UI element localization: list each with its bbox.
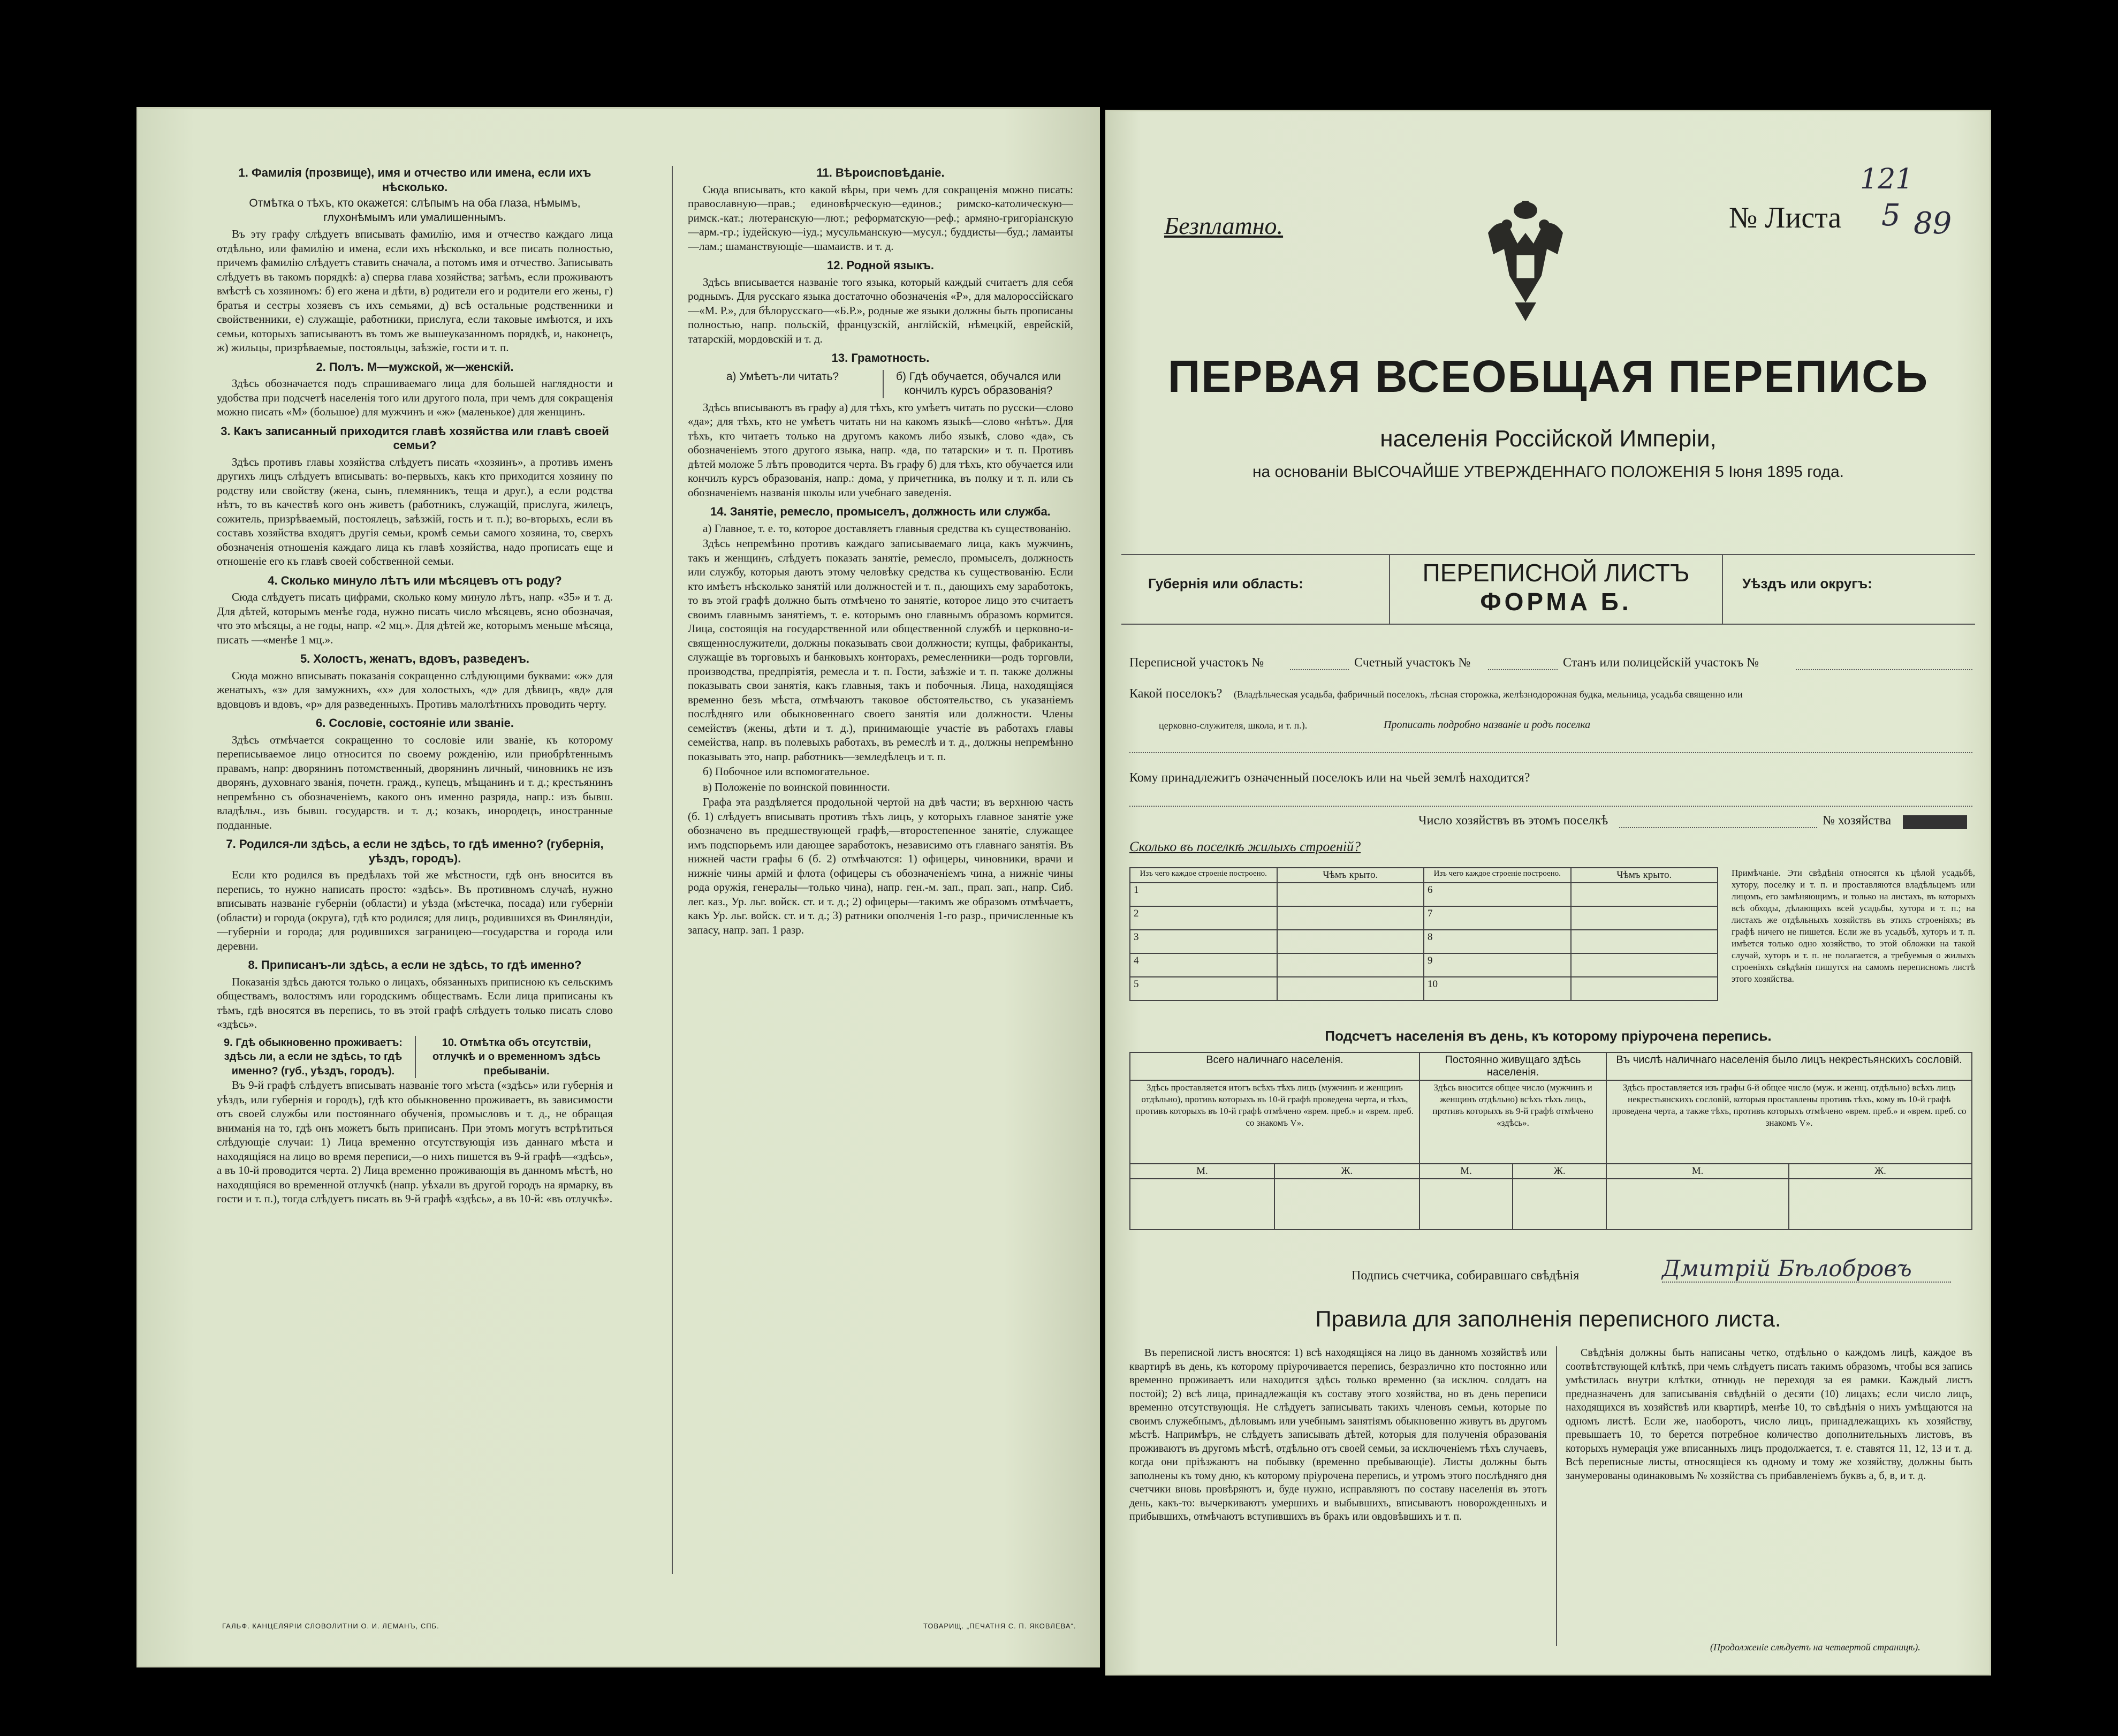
section-8-title: 8. Приписанъ-ли здѣсь, а если не здѣсь, то гдѣ именно?	[248, 958, 582, 972]
uezd-label: Уѣздъ или округъ:	[1742, 575, 1872, 592]
section-1-title: 1. Фамилія (прозвище), имя и отчество или имена, если ихъ нѣсколько.	[238, 166, 591, 194]
right-page	[1105, 110, 1991, 1676]
count-present-m-label: М.	[1130, 1164, 1274, 1179]
section-2-text: Здѣсь обозначается подъ спрашиваемаго лица для большей наглядности и удобства при подсчетѣ населенія того или другого пола, при чемъ для сокращенія можно писать «М» (большое) для мужчинъ и «ж» (маленькое) для женщинъ.	[217, 377, 613, 418]
sheet-number-label: № Листа	[1729, 201, 1842, 234]
count-nonpeasant-f-label: Ж.	[1789, 1164, 1972, 1179]
population-count-table	[1129, 1052, 1972, 1230]
households-field[interactable]	[1619, 827, 1817, 828]
section-14b: б) Побочное или вспомогательное.	[703, 765, 870, 778]
section-14v: в) Положеніе по воинской повинности.	[703, 780, 890, 793]
bld-roof-1[interactable]	[1277, 883, 1424, 906]
section-13-text: Здѣсь вписываютъ въ графу а) для тѣхъ, кто умѣетъ читать по русски—слово «да»; для тѣхъ, кто не умѣетъ читать ни на какомъ языкѣ—слово «нѣтъ». Для тѣхъ, кто читаетъ только на другомъ какомъ либо языкѣ, слово «да», съ обозначеніемъ этого другого языка, напр. «да, по татарски» и т. п. Противъ дѣтей моложе 5 лѣтъ проводится черта. Въ графу б) для тѣхъ, кто обучается или кончилъ курсъ образованія, напр.: дома, у причетника, въ полку и т. п. или съ обозначеніемъ названія школы или учебнаго заведенія.	[688, 400, 1073, 499]
bld-row-5[interactable]: 5	[1130, 977, 1277, 1000]
bld-row-8[interactable]: 8	[1424, 930, 1571, 953]
section-9-text: Въ 9-й графѣ слѣдуетъ вписывать названіе того мѣста («здѣсь» или губернія и уѣздъ, или губернія и городъ), гдѣ кто обыкновенно проживаетъ, въ зависимости отъ своей службы или постояннаго обученія, промысловъ и т. д., не обращая вниманія на то, гдѣ онъ можетъ быть приписанъ. При этомъ могутъ встрѣтиться слѣдующіе случаи: 1) Лица временно отсутствующія изъ даннаго мѣста и находящіяся на лицо во время переписи,—о нихъ пишется въ 9-й графѣ—«здѣсь», а въ 10-й проводится черта. 2) Лица временно проживающія въ данномъ мѣстѣ, но находящіяся во временной отлучкѣ (напр. уѣхали въ другой городъ на ярмарку, въ гости и т. п.), тогда слѣдуетъ писать въ 9-й графѣ «здѣсь», а въ 10-й: «въ отлучкѣ».	[217, 1079, 613, 1205]
signature-label: Подпись счетчика, собиравшаго свѣдѣнія	[1352, 1269, 1580, 1283]
bld-row-10[interactable]: 10	[1424, 977, 1571, 1000]
counting-district-field[interactable]	[1488, 669, 1558, 670]
buildings-note: Примѣчаніе. Эти свѣдѣнія относятся къ цѣлой усадьбѣ, хутору, поселку и т. п. и проставляются владѣльцемъ или лицомъ, его замѣняющимъ, и только на листахъ, въ которыхъ всѣ обходы, дѣлающихъ всей усадьбы, хутора и т. п.; на листахъ же отдѣльныхъ хозяйствъ въ этихъ строеніяхъ; въ графѣ ничего не пишется. Если же въ усадьбѣ, хуторъ и т. п. имѣется только одно хозяйство, то этой обложки на такой случай, хуторъ и т. п. не полагается, а требуемыя о жилыхъ строеніяхъ свѣдѣнія пишутся на самомъ переписномъ листѣ этого хозяйства.	[1732, 868, 1975, 984]
document-subtitle: населенія Россійской Имперіи,	[1380, 426, 1717, 452]
buildings-label: Сколько въ поселкѣ жилыхъ строеній?	[1129, 839, 1361, 854]
imprint-left: ГАЛЬФ. КАНЦЕЛЯРІИ СЛОВОЛИТНИ О. И. ЛЕМАНЪ, СПБ.	[222, 1622, 439, 1630]
section-1-text: Въ эту графу слѣдуетъ вписывать фамилію, имя и отчество каждаго лица отдѣльно, или фамилію и имена, если ихъ нѣсколько, и все писать полностью, причемъ фамилію слѣдуетъ ставить сначала, а потомъ имя и отчество. Записывать слѣдуетъ въ такомъ порядкѣ: а) сперва глава хозяйства; затѣмъ, если проживаютъ вмѣстѣ съ хозяиномъ: б) его жена и дѣти, в) родители его и родители его жены, г) братья и сестры хозяевъ съ ихъ семьями, д) всѣ остальные родственники и свойственники, е) служащіе, работники, прислуга, если таковые имѣются, и ихъ семьи, которыхъ записываютъ въ томъ же вышеуказанномъ порядкѣ, и, наконецъ, ж) жильцы, призрѣваемые, постояльцы, заѣзжіе, гости и т. п.	[217, 228, 613, 354]
count-title: Подсчетъ населенія въ день, къ которому пріурочена перепись.	[1325, 1028, 1772, 1044]
count-nonpeasant-m[interactable]	[1606, 1179, 1789, 1230]
count-present-f-label: Ж.	[1274, 1164, 1419, 1179]
buildings-table	[1129, 867, 1718, 1001]
section-14-text2: Графа эта раздѣляется продольной чертой на двѣ части; въ верхнюю часть (б. 1) слѣдуетъ вписывать противъ тѣхъ лицъ, у которыхъ главное занятіе уже обозначено въ предшествующей графѣ,—второстепенное занятіе, служащее имъ подспорьемъ или дающее заработокъ, независимо отъ главнаго занятія. Въ нижней части графы 6 (б. 2) отмѣчаются: 1) офицеры, чиновники, врачи и нижніе чины армій и флота (офицеры съ обозначеніемъ чина, а нижніе чины рода оружія, генералы—только чина), напр. ген.-м. зап., прап. зап., напр. Сиб. лег. каз., Ур. льг. войск. ст. и т. д.; 2) офицеры—такимъ же образомъ отмѣчаетъ, какъ Ур. льг. войск. ст. и т. д.; 3) ратники ополченія 1-го разр., причисленные къ запасу, напр. зап. 1 разр.	[688, 795, 1073, 936]
section-6-text: Здѣсь отмѣчается сокращенно то сословіе или званіе, къ которому переписываемое лицо относится по своему рожденію, или приобрѣтеннымъ правамъ, напр: дворянинъ потомственный, дворянинъ личный, чиновникъ не изъ дворянъ, духовнаго званія, почетн. гражд., купецъ, мѣщанинъ и т. д.; крестьянинъ непремѣнно съ обозначеніемъ, какого онъ именно разряда, напр.: изъ бывш. владѣльч., изъ бывш. государств. и т. д.; козакъ, инородецъ, иностранные подданные.	[217, 733, 613, 831]
rules-column-2: Свѣдѣнія должны быть написаны четко, отдѣльно о каждомъ лицѣ, каждое въ соотвѣтствующей клѣткѣ, при чемъ слѣдуетъ писать такимъ образомъ, чтобы вся запись умѣстилась внутри клѣтки, отнюдь не переходя за ея рамки. Каждый листъ предназначенъ для записыванія свѣдѣній о десяти (10) лицахъ; если число лицъ, находящихся въ хозяйствѣ или квартирѣ, менѣе 10, то свѣдѣнія о нихъ умѣщаются на одномъ листѣ. Если же, наоборотъ, число лицъ, принадлежащихъ къ хозяйству, превышаетъ 10, то берется потребное количество дополнительныхъ листовъ, въ которыхъ нумерація уже вписанныхъ лицъ продолжается, т. е. ставятся 11, 12, 13 и т. д. Всѣ переписные листы, относящіеся къ одному и тому же хозяйству, должны быть занумерованы одинаковымъ № хозяйства съ прибавленіемъ буквъ а, б, в, и т. д.	[1566, 1347, 1972, 1482]
section-2-title: 2. Полъ. М—мужской, ж—женскій.	[316, 360, 514, 374]
left-column-1	[217, 161, 613, 1574]
count-resident-m-label: М.	[1419, 1164, 1513, 1179]
section-7-text: Если кто родился въ предѣлахъ той же мѣстности, гдѣ онъ вносится въ перепись, то нужно написать просто: «здѣсь». Въ противномъ случаѣ, нужно вписывать названіе губерніи (области) и уѣзда (мѣстечка, посада) или губерніи (области) и города (округа), гдѣ кто родился; для лицъ, родившихся въ Финляндіи,—губерніи и города; для родившихся заграницею—государства и города или деревни.	[217, 868, 613, 952]
bld-roof-2[interactable]	[1277, 906, 1424, 930]
settlement-hint: (Владѣльческая усадьба, фабричный поселокъ, лѣсная сторожка, желѣзнодорожная будка, мельница, усадьба священно или	[1234, 689, 1743, 700]
section-11-title: 11. Вѣроисповѣданіе.	[816, 166, 945, 179]
section-9-title: 9. Гдѣ обыкновенно проживаетъ: здѣсь ли, а если не здѣсь, то гдѣ именно? (губ., уѣздъ, городъ).	[224, 1036, 403, 1077]
rules-title: Правила для заполненія переписного листа.	[1315, 1306, 1781, 1331]
households-label: Число хозяйствъ въ этомъ поселкѣ	[1418, 814, 1608, 828]
bld-col-material: Изъ чего каждое строеніе построено.	[1130, 868, 1277, 883]
settlement-hint-2: церковно-служителя, школа, и т. п.).	[1159, 720, 1308, 731]
document-title: ПЕРВАЯ ВСЕОБЩАЯ ПЕРЕПИСЬ	[1167, 351, 1929, 401]
free-label: Безплатно.	[1164, 212, 1284, 239]
count-text-present: Здѣсь проставляется итогъ всѣхъ тѣхъ лицъ (мужчинъ и женщинъ отдѣльно), противъ которыхъ въ 10-й графѣ проведена черта, и тѣхъ, противъ которыхъ въ 10-й графѣ отмѣчено «врем. преб.» и «врем. преб. со знакомъ V».	[1130, 1080, 1419, 1164]
count-resident-f-label: Ж.	[1513, 1164, 1606, 1179]
section-1-note: Отмѣтка о тѣхъ, кто окажется: слѣпымъ на оба глаза, нѣмымъ, глухонѣмымъ или умалишеннымъ.	[249, 197, 581, 224]
bld-row-1[interactable]: 1	[1130, 883, 1277, 906]
section-3-title: 3. Какъ записанный приходится главѣ хозяйства или главѣ своей семьи?	[221, 424, 609, 452]
bld-row-3[interactable]: 3	[1130, 930, 1277, 953]
bld-roof-7[interactable]	[1571, 906, 1718, 930]
rules-column-1: Въ переписной листъ вносятся: 1) всѣ находящіяся на лицо въ данномъ хозяйствѣ или квартирѣ въ день, къ которому пріурочивается перепись, безразлично кто постоянно или временно проживаетъ или находится здѣсь только временно (за исключ. солдатъ на постой); 2) всѣ лица, принадлежащія къ составу этого хозяйства, но въ день переписи временно отсутствующія. Не слѣдуетъ записывать такихъ членовъ семьи, которые по своимъ служебнымъ, дѣловымъ или учебнымъ занятіямъ обыкновенно живутъ въ другомъ мѣстѣ. Напримѣръ, не слѣдуетъ записывать дѣтей, которыя для полученія образованія проживаютъ въ другомъ мѣстѣ, отдѣльно отъ своей семьи, за исключеніемъ тѣхъ случаевъ, когда они пріѣзжаютъ на побывку (временно пребывающіе). Листы должны быть заполнены къ тому дню, къ которому пріурочена перепись, и утромъ этого послѣдняго дня счетчики вновь провѣряютъ и, буде нужно, исправляютъ по составу населенія въ этотъ день, какъ-то: вычеркиваютъ умершихъ и выбывшихъ, вписываютъ новорожденныхъ и прибывшихъ, отмѣчаютъ вступившихъ въ бракъ или овдовѣвшихъ и т. п.	[1129, 1347, 1547, 1522]
bld-roof-9[interactable]	[1571, 953, 1718, 977]
count-nonpeasant-m-label: М.	[1606, 1164, 1789, 1179]
section-11-text: Сюда вписывать, кто какой вѣры, при чемъ для сокращенія можно писать: православную—прав.; единовѣрческую—единов.; римско-католическую—римск.-кат.; лютеранскую—лют.; реформатскую—реф.; армяно-григоріанскую—арм.-гр.; іудейскую—іуд.; мусульманскую—мусул.; буддисты—буд.; ламаиты—лам.; шаманствующіе—шамаиств. и т. д.	[688, 183, 1073, 253]
count-resident-m[interactable]	[1419, 1179, 1513, 1230]
section-3-text: Здѣсь противъ главы хозяйства слѣдуетъ писать «хозяинъ», а противъ именъ другихъ лицъ слѣдуетъ вписывать: во-первыхъ, какъ кто приходится хозяину по родству или свойству (жена, сынъ, племянникъ, теща и друг.), а если родства нѣтъ, то въ качествѣ кого онъ живетъ (работникъ, служащій, прислуга, жилецъ, сожитель, призрѣваемый, постоялецъ, заѣзжій, гость и т. п.); во-вторыхъ, если въ составъ хозяйства входятъ другія семьи, кромѣ семьи самого хозяина, то, сверхъ обозначенія отношенія каждаго лица къ главѣ хозяйства, надо прописать еще и отношеніе его къ главѣ своей собственной семьи.	[217, 455, 613, 567]
bld-roof-8[interactable]	[1571, 930, 1718, 953]
section-14-text: Здѣсь непремѣнно противъ каждаго записываемаго лица, какъ мужчинъ, такъ и женщинъ, слѣдуетъ показать занятіе, ремесло, промыселъ, должность или службу, которыя даютъ этому человѣку средства къ существованію. Если кто имѣетъ нѣсколько занятій или должностей и т. п., дающихъ ему заработокъ, то въ этой графѣ должно быть отмѣчено то занятіе, которое лицо это считаетъ своимъ главнымъ занятіемъ, т. е. которымъ оно главнымъ образомъ кормится. Лица, состоящія на государственной или общественной службѣ и церковно-и-священнослужители, должны показывать свои должности; купцы, фабриканты, служащіе въ торговыхъ и банковыхъ конторахъ, ремесленники—родъ торговли, производства, предпріятія, ремесла и т. п. Гости, заѣзжіе и т. п. также должны показывать свои занятія, какъ главныя, такъ и побочныя. Лица, находящіяся временно безъ мѣста, отмѣчаютъ таковое обстоятельство, съ указаніемъ послѣдняго или обыкновеннаго своего занятія или должности. Члены семействъ (жены, дѣти и т. д.), принимающіе участіе въ работахъ главы семейства, напр. въ полевыхъ работахъ, въ ремеслѣ и т. д., должны непремѣнно показывать это, напр. работникъ—земледѣлецъ и т. п.	[688, 537, 1073, 763]
section-14a: а) Главное, т. е. то, которое доставляетъ главныя средства къ существованію.	[703, 521, 1071, 535]
rules-divider	[1556, 1346, 1557, 1646]
bld-row-7[interactable]: 7	[1424, 906, 1571, 930]
count-header-nonpeasant: Въ числѣ наличнаго населенія было лицъ некрестьянскихъ сословій.	[1606, 1052, 1972, 1080]
bld-row-6[interactable]: 6	[1424, 883, 1571, 906]
count-text-nonpeasant: Здѣсь проставляется изъ графы 6-й общее число (муж. и женщ. отдѣльно) всѣхъ лицъ некрестьянскихъ сословій, которыя проставлены противъ тѣхъ, кому въ 10-й графѣ проведена черта, а также тѣхъ, противъ которыхъ отмѣчено «врем. преб.» и «врем. преб. со знакомъ V».	[1606, 1080, 1972, 1164]
section-7-title: 7. Родился-ли здѣсь, а если не здѣсь, то гдѣ именно? (губернія, уѣздъ, городъ).	[226, 837, 604, 865]
count-present-m[interactable]	[1130, 1179, 1274, 1230]
form-name: ФОРМА Б.	[1480, 588, 1632, 616]
section-12-text: Здѣсь вписывается названіе того языка, который каждый считаетъ для себя роднымъ. Для русскаго языка достаточно обозначенія «Р», для малороссійскаго—«М. Р.», для бѣлорусскаго—«Б.Р.», родные же языки должны быть прописаны полностью, напр. польскій, французскій, англійскій, нѣмецкій, еврейскій, татарскій, мордовскій и т. д.	[688, 275, 1073, 345]
count-nonpeasant-f[interactable]	[1789, 1179, 1972, 1230]
section-10-title: 10. Отмѣтка объ отсутствіи, отлучкѣ и о временномъ здѣсь пребываніи.	[415, 1036, 613, 1079]
bld-roof-5[interactable]	[1277, 977, 1424, 1000]
bld-col-roof-2: Чѣмъ крыто.	[1571, 868, 1718, 883]
bld-roof-4[interactable]	[1277, 953, 1424, 977]
counting-district-label: Счетный участокъ №	[1354, 656, 1471, 670]
section-14-title: 14. Занятіе, ремесло, промыселъ, должность или служба.	[710, 505, 1051, 518]
count-header-resident: Постоянно живущаго здѣсь населенія.	[1419, 1052, 1606, 1080]
document-subtitle-2: на основаніи ВЫСОЧАЙШЕ УТВЕРЖДЕННАГО ПОЛОЖЕНІЯ 5 Іюня 1895 года.	[1252, 463, 1844, 481]
imprint-right: ТОВАРИЩ. „ПЕЧАТНЯ С. П. ЯКОВЛЕВА“.	[923, 1622, 1076, 1630]
police-district-label: Станъ или полицейскій участокъ №	[1563, 656, 1759, 670]
census-district-label: Переписной участокъ №	[1129, 656, 1264, 670]
section-4-text: Сюда слѣдуетъ писать цифрами, сколько кому минуло лѣтъ, напр. «35» и т. д. Для дѣтей, которымъ менѣе года, нужно писать число мѣсяцевъ, ясно обозначая, что это мѣсяцы, а не годы, напр. «2 мц.». Для дѣтей же, которымъ меньше мѣсяца, писать —«менѣе 1 мц.».	[217, 590, 613, 646]
form-title: ПЕРЕПИСНОЙ ЛИСТЪ	[1422, 559, 1690, 587]
section-5-title: 5. Холостъ, женатъ, вдовъ, разведенъ.	[300, 652, 530, 665]
left-column-2	[688, 161, 1073, 1574]
section-13b: б) Гдѣ обучается, обучался или кончилъ курсъ образованія?	[883, 370, 1073, 398]
bld-row-4[interactable]: 4	[1130, 953, 1277, 977]
archive-number-2: 89	[1914, 206, 1952, 241]
section-6-title: 6. Сословіе, состояніе или званіе.	[315, 716, 514, 730]
form-title-box	[1389, 554, 1723, 624]
count-text-resident: Здѣсь вносится общее число (мужчинъ и женщинъ отдѣльно) всѣхъ тѣхъ лицъ, противъ которыхъ въ 9-й графѣ отмѣчено «здѣсь».	[1419, 1080, 1606, 1164]
count-present-f[interactable]	[1274, 1179, 1419, 1230]
section-8-text: Показанія здѣсь даются только о лицахъ, обязанныхъ приписною къ сельскимъ обществамъ, волостямъ или городскимъ обществамъ. Если лица приписаны къ тѣмъ, гдѣ вносятся въ перепись, то въ этой графѣ слѣдуетъ только писать слово «здѣсь».	[217, 975, 613, 1030]
bld-row-2[interactable]: 2	[1130, 906, 1277, 930]
owner-field[interactable]	[1129, 806, 1972, 807]
settlement-instruction: Прописать подробно названіе и родъ поселка	[1384, 719, 1591, 731]
bld-row-9[interactable]: 9	[1424, 953, 1571, 977]
section-4-title: 4. Сколько минуло лѣтъ или мѣсяцевъ отъ роду?	[268, 573, 562, 587]
count-header-present: Всего наличнаго населенія.	[1130, 1052, 1419, 1080]
household-no-redaction	[1903, 815, 1967, 829]
imperial-eagle-emblem	[1477, 195, 1574, 324]
section-13a: а) Умѣетъ-ли читать?	[726, 370, 839, 383]
police-district-field[interactable]	[1796, 669, 1972, 670]
sheet-number-value: 5	[1881, 198, 1901, 233]
section-13-title: 13. Грамотность.	[831, 351, 930, 365]
bld-roof-3[interactable]	[1277, 930, 1424, 953]
archive-number: 121	[1860, 163, 1914, 195]
household-no-label: № хозяйства	[1823, 814, 1892, 828]
gubernia-label: Губернія или область:	[1148, 575, 1303, 592]
left-page	[136, 107, 1100, 1667]
bld-roof-6[interactable]	[1571, 883, 1718, 906]
section-5-text: Сюда можно вписывать показанія сокращенно слѣдующими буквами: «ж» для женатыхъ, «з» для замужнихъ, «х» для холостыхъ, «д» для дѣвицъ, «вд» для вдовцовъ и вдовъ, «р» для разведенныхъ. Противъ малолѣтнихъ проводить черту.	[217, 669, 613, 710]
bld-roof-10[interactable]	[1571, 977, 1718, 1000]
header-bottom-rule	[1121, 624, 1975, 625]
owner-label: Кому принадлежитъ означенный поселокъ или на чьей землѣ находится?	[1129, 771, 1530, 785]
settlement-field[interactable]	[1129, 752, 1972, 753]
bld-col-material-2: Изъ чего каждое строеніе построено.	[1424, 868, 1571, 883]
bld-col-roof: Чѣмъ крыто.	[1277, 868, 1424, 883]
settlement-label: Какой поселокъ?	[1129, 687, 1223, 701]
rules-continuation: (Продолженіе слѣдуетъ на четвертой страницѣ).	[1710, 1642, 1920, 1652]
count-resident-f[interactable]	[1513, 1179, 1606, 1230]
section-12-title: 12. Родной языкъ.	[826, 259, 935, 272]
census-district-field[interactable]	[1290, 669, 1349, 670]
column-divider	[672, 166, 673, 1574]
signature-value: Дмитрій Бѣлобровъ	[1662, 1255, 1951, 1283]
